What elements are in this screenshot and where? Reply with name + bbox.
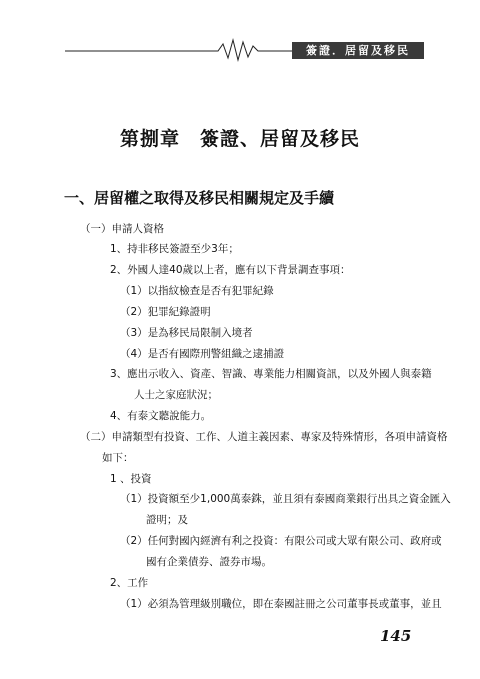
heartbeat-line-icon — [0, 0, 480, 70]
header-label: 簽證．居留及移民 — [292, 42, 424, 59]
text-line: （1）以指紋檢查是否有犯罪紀錄 — [120, 285, 274, 297]
page-number: 145 — [380, 627, 412, 645]
text-line: （3）是為移民局限制入境者 — [120, 327, 253, 339]
text-line: （4）是否有國際刑警組織之逮捕證 — [120, 348, 285, 360]
text-line: 國有企業債券、證券市場。 — [146, 556, 272, 568]
text-line: 人士之家庭狀況； — [134, 389, 218, 401]
text-line: 2、外國人達40歲以上者，應有以下背景調查事項： — [110, 264, 351, 276]
text-line: 如下： — [102, 452, 134, 464]
text-line: 證明；及 — [146, 514, 188, 526]
text-line: 4、有泰文聽說能力。 — [110, 410, 212, 422]
text-line: （二）申請類型有投資、工作、人道主義因素、專家及特殊情形，各項申請資格 — [80, 431, 448, 443]
text-line: 3、應出示收入、資產、智識、專業能力相關資訊，以及外國人與泰籍 — [110, 368, 432, 380]
text-line: 1、持非移民簽證至少3年； — [110, 243, 239, 255]
section-title: 一、居留權之取得及移民相關規定及手續 — [64, 189, 335, 207]
running-header — [0, 0, 480, 70]
text-line: （2）任何對國內經濟有利之投資：有限公司或大眾有限公司、政府或 — [120, 535, 442, 547]
text-line: 1 、投資 — [110, 473, 152, 485]
text-line: （2）犯罪紀錄證明 — [120, 306, 211, 318]
chapter-title: 第捌章 簽證、居留及移民 — [119, 128, 360, 150]
text-line: （1）投資額至少1,000萬泰銖，並且須有泰國商業銀行出具之資金匯入 — [120, 493, 451, 505]
text-line: （1）必須為管理級別職位，即在泰國註冊之公司董事長或董事，並且 — [120, 598, 442, 610]
text-line: 2、工作 — [110, 577, 149, 589]
text-line: （一）申請人資格 — [80, 223, 164, 235]
